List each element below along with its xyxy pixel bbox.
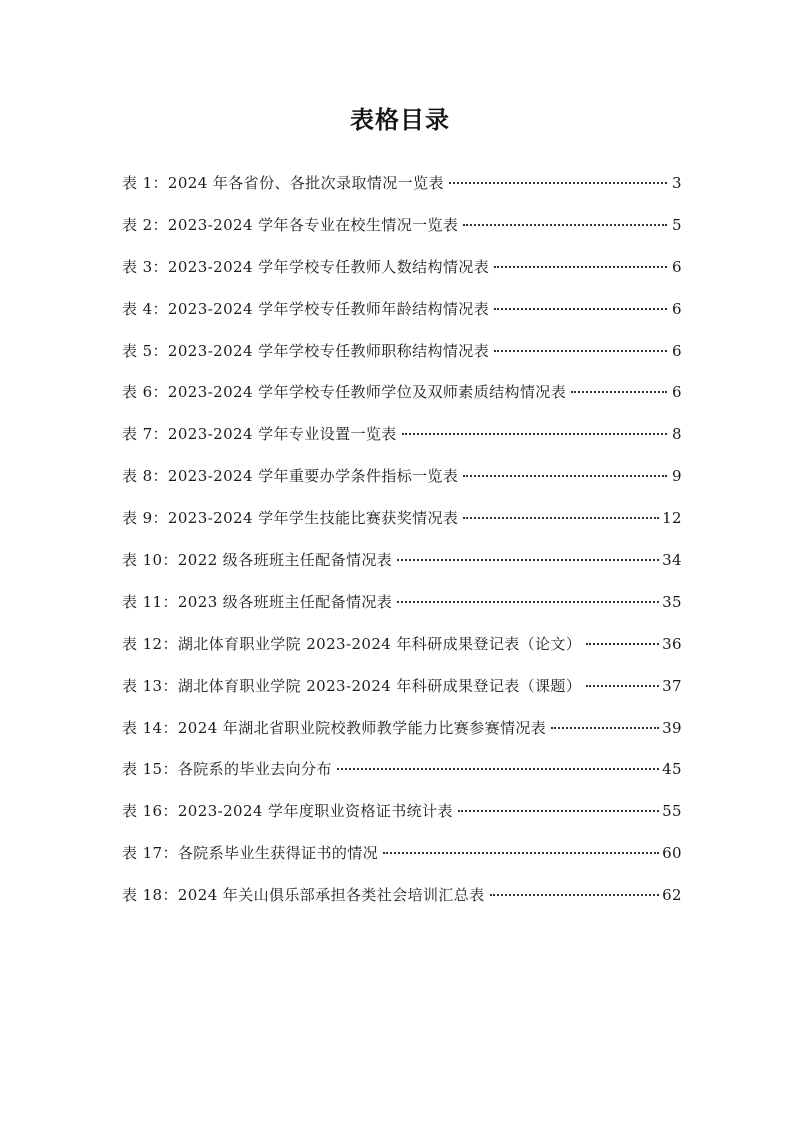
toc-entry-page: 36: [662, 634, 682, 653]
toc-entry-label: 表 15：: [122, 760, 178, 779]
toc-entry-label: 表 18：: [122, 886, 178, 905]
toc-entry-page: 6: [672, 257, 682, 276]
dot-leader: [397, 559, 659, 561]
toc-entry-label: 表 2：: [122, 215, 168, 234]
toc-entry-title: 各院系的毕业去向分布: [177, 760, 332, 779]
toc-entry-title: 2024 年湖北省职业院校教师教学能力比赛参赛情况表: [177, 718, 547, 737]
dot-leader: [463, 224, 667, 226]
page-title: 表格目录: [350, 106, 450, 134]
toc-entry-page: 34: [662, 551, 682, 570]
toc-entry[interactable]: [122, 666, 682, 708]
toc-entry-page: 45: [662, 760, 682, 779]
toc-entry-title: 湖北体育职业学院 2023-2024 年科研成果登记表（论文）: [177, 634, 582, 653]
dot-leader: [397, 601, 659, 603]
toc-entry[interactable]: [122, 414, 682, 456]
toc-entry[interactable]: [122, 372, 682, 414]
dot-leader: [494, 308, 667, 310]
toc-entry-title: 2023-2024 学年各专业在校生情况一览表: [167, 215, 459, 234]
toc-entry[interactable]: [122, 247, 682, 289]
toc-entry-title: 2023-2024 学年度职业资格证书统计表: [177, 802, 453, 821]
toc-entry-page: 39: [662, 718, 682, 737]
toc-entry-page: 12: [662, 509, 682, 528]
toc-entry-page: 9: [672, 467, 682, 486]
toc-entry-title: 2023-2024 学年重要办学条件指标一览表: [167, 467, 459, 486]
dot-leader: [586, 643, 659, 645]
toc-entry-label: 表 3：: [122, 257, 168, 276]
toc-entry-page: 55: [662, 802, 682, 821]
dot-leader: [490, 894, 660, 896]
toc-entry-label: 表 7：: [122, 425, 168, 444]
toc-entry-label: 表 4：: [122, 299, 168, 318]
toc-entry-title: 2023-2024 学年学校专任教师年龄结构情况表: [167, 299, 490, 318]
toc-entry-label: 表 17：: [122, 844, 178, 863]
toc-entry-label: 表 1：: [122, 174, 168, 192]
dot-leader: [449, 182, 667, 184]
toc-entry[interactable]: [122, 456, 682, 498]
toc-entry[interactable]: [122, 163, 682, 205]
toc-entry[interactable]: [122, 289, 682, 331]
toc-entry[interactable]: [122, 205, 682, 247]
toc-entry-page: 35: [662, 592, 682, 611]
dot-leader: [571, 391, 667, 393]
toc-entry-page: 37: [662, 676, 682, 695]
dot-leader: [551, 727, 659, 729]
toc-entry-label: 表 16：: [122, 802, 178, 821]
toc-entry-label: 表 14：: [122, 718, 178, 737]
dot-leader: [494, 350, 667, 352]
dot-leader: [337, 768, 659, 770]
toc-entry-title: 2023 级各班班主任配备情况表: [177, 592, 393, 611]
toc-entry-label: 表 12：: [122, 634, 178, 653]
toc-entry[interactable]: [122, 331, 682, 373]
toc-entry-title: 2023-2024 学年专业设置一览表: [167, 425, 397, 444]
dot-leader: [458, 810, 659, 812]
toc-entry[interactable]: [122, 791, 682, 833]
toc-entry-label: 表 8：: [122, 467, 168, 486]
dot-leader: [463, 475, 667, 477]
toc-entry-page: 6: [672, 383, 682, 402]
toc-entry-page: 62: [662, 886, 682, 905]
toc-entry-page: 3: [672, 174, 682, 192]
toc-entry-label: 表 11：: [122, 592, 178, 611]
toc-entry[interactable]: [122, 624, 682, 666]
toc-entry-title: 2023-2024 学年学校专任教师学位及双师素质结构情况表: [167, 383, 567, 402]
toc-entry[interactable]: [122, 875, 682, 917]
dot-leader: [402, 433, 667, 435]
toc-entry-label: 表 13：: [122, 676, 178, 695]
dot-leader: [494, 266, 667, 268]
toc-entry-page: 6: [672, 341, 682, 360]
toc-entry-label: 表 10：: [122, 551, 178, 570]
dot-leader: [463, 517, 659, 519]
toc-entry-page: 5: [672, 215, 682, 234]
toc-entry-label: 表 6：: [122, 383, 168, 402]
toc-entry-title: 2024 年关山俱乐部承担各类社会培训汇总表: [177, 886, 485, 905]
toc-entry-title: 2023-2024 学年学校专任教师职称结构情况表: [167, 341, 490, 360]
toc-entry[interactable]: [122, 498, 682, 540]
toc-entry-title: 2023-2024 学年学校专任教师人数结构情况表: [167, 257, 490, 276]
toc-entry[interactable]: [122, 540, 682, 582]
toc-entry-title: 2023-2024 学年学生技能比赛获奖情况表: [167, 509, 459, 528]
toc-entry-title: 各院系毕业生获得证书的情况: [177, 844, 379, 863]
toc-entry-label: 表 9：: [122, 509, 168, 528]
toc-entry-title: 湖北体育职业学院 2023-2024 年科研成果登记表（课题）: [177, 676, 582, 695]
toc-entry-page: 8: [672, 425, 682, 444]
toc-entry-page: 60: [662, 844, 682, 863]
table-of-contents: [122, 163, 682, 917]
toc-entry[interactable]: [122, 582, 682, 624]
toc-entry[interactable]: [122, 749, 682, 791]
toc-entry[interactable]: [122, 833, 682, 875]
toc-entry[interactable]: [122, 708, 682, 750]
dot-leader: [586, 685, 659, 687]
toc-entry-page: 6: [672, 299, 682, 318]
toc-entry-label: 表 5：: [122, 341, 168, 360]
dot-leader: [383, 852, 659, 854]
toc-entry-title: 2022 级各班班主任配备情况表: [177, 551, 393, 570]
toc-entry-title: 2024 年各省份、各批次录取情况一览表: [167, 174, 444, 192]
